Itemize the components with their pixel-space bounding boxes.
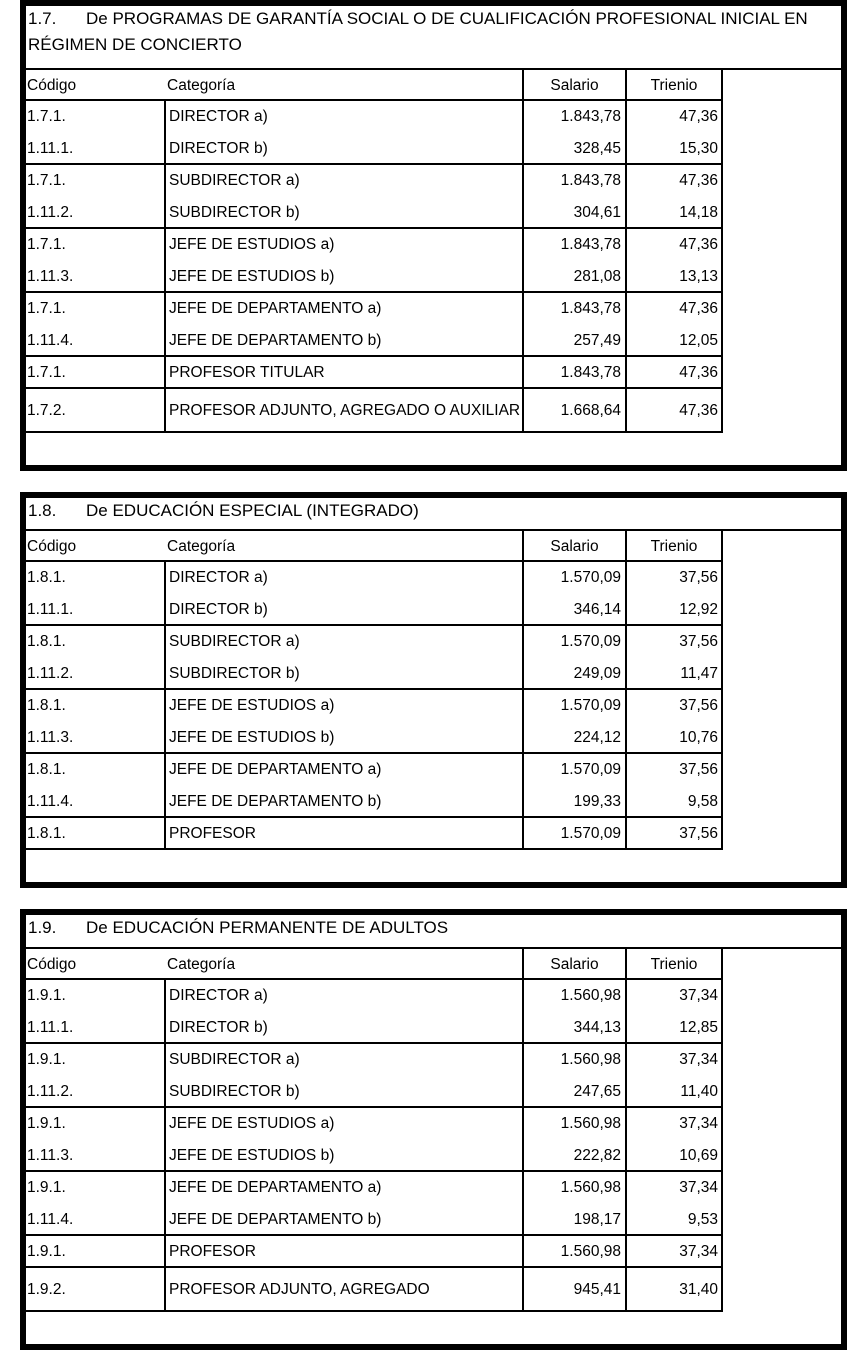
row-triennium: 10,69: [625, 1140, 723, 1172]
row-salary: 1.560,98: [522, 1172, 625, 1204]
row-code: 1.8.1.: [27, 761, 66, 778]
row-code: 1.11.3.: [27, 268, 74, 285]
row-triennium: 14,18: [625, 197, 723, 229]
row-category: PROFESOR: [164, 818, 522, 850]
section-1-8: [20, 492, 847, 888]
row-code: 1.9.2.: [27, 1281, 66, 1298]
row-code: 1.11.1.: [27, 1019, 74, 1036]
row-salary: 281,08: [522, 261, 625, 293]
row-category: JEFE DE DEPARTAMENTO b): [164, 786, 522, 818]
table-row: [26, 754, 841, 786]
row-triennium: 37,34: [625, 1044, 723, 1076]
table-row: [26, 389, 841, 433]
table-row: [26, 197, 841, 229]
table-row: [26, 690, 841, 722]
row-category: JEFE DE ESTUDIOS b): [164, 722, 522, 754]
row-triennium: 37,56: [625, 626, 723, 658]
row-category: DIRECTOR b): [164, 133, 522, 165]
row-salary: 257,49: [522, 325, 625, 357]
table-row: [26, 357, 841, 389]
row-salary: 1.843,78: [522, 165, 625, 197]
row-triennium: 31,40: [625, 1268, 723, 1312]
row-code: 1.11.4.: [27, 793, 74, 810]
section-heading: De EDUCACIÓN PERMANENTE DE ADULTOS: [86, 918, 449, 937]
row-salary: 1.560,98: [522, 1044, 625, 1076]
row-category: JEFE DE DEPARTAMENTO a): [164, 293, 522, 325]
row-triennium: 37,56: [625, 818, 723, 850]
row-salary: 1.560,98: [522, 1236, 625, 1268]
row-code: 1.11.3.: [27, 729, 74, 746]
header-salary: Salario: [522, 949, 625, 980]
row-salary: 1.560,98: [522, 980, 625, 1012]
table-row: [26, 1076, 841, 1108]
row-code: 1.7.1.: [27, 236, 66, 253]
row-salary: 346,14: [522, 594, 625, 626]
row-category: JEFE DE ESTUDIOS a): [164, 229, 522, 261]
row-triennium: 11,40: [625, 1076, 723, 1108]
row-category: SUBDIRECTOR b): [164, 658, 522, 690]
section-number: 1.7.: [28, 9, 57, 28]
row-code: 1.9.1.: [27, 1115, 66, 1132]
row-code: 1.8.1.: [27, 633, 66, 650]
table-row: [26, 594, 841, 626]
section-title: [26, 915, 841, 949]
table-row: [26, 786, 841, 818]
row-salary: 344,13: [522, 1012, 625, 1044]
row-category: JEFE DE DEPARTAMENTO a): [164, 754, 522, 786]
row-salary: 1.570,09: [522, 754, 625, 786]
header-code: Código: [27, 76, 77, 94]
row-category: SUBDIRECTOR b): [164, 197, 522, 229]
row-code: 1.9.1.: [27, 1051, 66, 1068]
header-category: Categoría: [167, 955, 236, 973]
table-row: [26, 722, 841, 754]
row-category: DIRECTOR a): [164, 562, 522, 594]
row-salary: 1.843,78: [522, 229, 625, 261]
row-triennium: 37,56: [625, 562, 723, 594]
row-code: 1.8.1.: [27, 697, 66, 714]
row-triennium: 15,30: [625, 133, 723, 165]
row-category: SUBDIRECTOR b): [164, 1076, 522, 1108]
table-row: [26, 101, 841, 133]
table-row: [26, 1204, 841, 1236]
row-triennium: 11,47: [625, 658, 723, 690]
row-category: DIRECTOR b): [164, 594, 522, 626]
row-triennium: 37,34: [625, 1172, 723, 1204]
table-row: [26, 133, 841, 165]
section-1-9: [20, 909, 847, 1350]
table-header: [26, 949, 841, 980]
table-row: [26, 658, 841, 690]
row-salary: 1.560,98: [522, 1108, 625, 1140]
section-1-7: [20, 0, 847, 471]
table-row: [26, 1236, 841, 1268]
section-footer-space: [26, 433, 841, 465]
table-row: [26, 1012, 841, 1044]
table-row: [26, 1108, 841, 1140]
row-salary: 199,33: [522, 786, 625, 818]
section-heading: De EDUCACIÓN ESPECIAL (INTEGRADO): [86, 501, 419, 520]
row-code: 1.7.2.: [27, 402, 66, 419]
table-row: [26, 818, 841, 850]
section-title: [26, 498, 841, 531]
row-code: 1.7.1.: [27, 300, 66, 317]
row-code: 1.7.1.: [27, 108, 66, 125]
section-footer-space: [26, 850, 841, 882]
row-code: 1.11.2.: [27, 204, 74, 221]
row-triennium: 37,56: [625, 754, 723, 786]
row-code: 1.8.1.: [27, 825, 66, 842]
row-category: DIRECTOR b): [164, 1012, 522, 1044]
row-code: 1.9.1.: [27, 1243, 66, 1260]
row-category: PROFESOR ADJUNTO, AGREGADO: [164, 1268, 522, 1312]
row-triennium: 9,53: [625, 1204, 723, 1236]
table-row: [26, 562, 841, 594]
section-number: 1.8.: [28, 501, 57, 520]
group-divider: [26, 431, 723, 433]
row-code: 1.11.3.: [27, 1147, 74, 1164]
row-salary: 249,09: [522, 658, 625, 690]
row-salary: 945,41: [522, 1268, 625, 1312]
table-row: [26, 293, 841, 325]
row-triennium: 37,34: [625, 980, 723, 1012]
row-category: JEFE DE ESTUDIOS b): [164, 261, 522, 293]
table-row: [26, 165, 841, 197]
row-triennium: 47,36: [625, 101, 723, 133]
row-salary: 224,12: [522, 722, 625, 754]
row-salary: 1.843,78: [522, 357, 625, 389]
row-category: PROFESOR ADJUNTO, AGREGADO O AUXILIAR: [164, 389, 522, 433]
row-category: DIRECTOR a): [164, 101, 522, 133]
table-header: [26, 70, 841, 101]
row-triennium: 13,13: [625, 261, 723, 293]
row-category: SUBDIRECTOR a): [164, 626, 522, 658]
header-salary: Salario: [522, 531, 625, 562]
row-salary: 328,45: [522, 133, 625, 165]
row-salary: 1.570,09: [522, 818, 625, 850]
row-category: PROFESOR TITULAR: [164, 357, 522, 389]
section-footer-space: [26, 1312, 841, 1344]
row-triennium: 37,34: [625, 1236, 723, 1268]
row-code: 1.11.2.: [27, 1083, 74, 1100]
header-code: Código: [27, 955, 77, 973]
row-salary: 304,61: [522, 197, 625, 229]
table-row: [26, 1044, 841, 1076]
header-salary: Salario: [522, 70, 625, 101]
row-code: 1.9.1.: [27, 987, 66, 1004]
row-code: 1.11.1.: [27, 140, 74, 157]
row-category: PROFESOR: [164, 1236, 522, 1268]
section-title: [26, 6, 841, 70]
row-salary: 1.570,09: [522, 626, 625, 658]
row-triennium: 12,92: [625, 594, 723, 626]
row-code: 1.11.4.: [27, 332, 74, 349]
row-category: JEFE DE DEPARTAMENTO b): [164, 325, 522, 357]
row-category: SUBDIRECTOR a): [164, 1044, 522, 1076]
row-triennium: 37,34: [625, 1108, 723, 1140]
row-triennium: 47,36: [625, 165, 723, 197]
header-code: Código: [27, 537, 77, 555]
header-triennium: Trienio: [625, 531, 723, 562]
row-category: DIRECTOR a): [164, 980, 522, 1012]
row-category: JEFE DE DEPARTAMENTO a): [164, 1172, 522, 1204]
row-code: 1.11.2.: [27, 665, 74, 682]
header-category: Categoría: [167, 537, 236, 555]
table-row: [26, 626, 841, 658]
row-category: JEFE DE ESTUDIOS a): [164, 690, 522, 722]
row-triennium: 12,05: [625, 325, 723, 357]
row-salary: 1.570,09: [522, 690, 625, 722]
table-row: [26, 325, 841, 357]
row-salary: 1.843,78: [522, 101, 625, 133]
header-triennium: Trienio: [625, 949, 723, 980]
table-row: [26, 980, 841, 1012]
table-row: [26, 229, 841, 261]
table-row: [26, 1268, 841, 1312]
row-triennium: 47,36: [625, 229, 723, 261]
row-triennium: 12,85: [625, 1012, 723, 1044]
row-code: 1.7.1.: [27, 364, 66, 381]
row-salary: 222,82: [522, 1140, 625, 1172]
row-salary: 1.668,64: [522, 389, 625, 433]
row-category: JEFE DE ESTUDIOS a): [164, 1108, 522, 1140]
row-category: JEFE DE ESTUDIOS b): [164, 1140, 522, 1172]
row-code: 1.11.4.: [27, 1211, 74, 1228]
row-code: 1.8.1.: [27, 569, 66, 586]
row-triennium: 37,56: [625, 690, 723, 722]
row-code: 1.7.1.: [27, 172, 66, 189]
header-triennium: Trienio: [625, 70, 723, 101]
row-code: 1.9.1.: [27, 1179, 66, 1196]
section-heading: De PROGRAMAS DE GARANTÍA SOCIAL O DE CUALIFICACIÓN PROFESIONAL INICIAL EN RÉGIMEN DE CONCIERTO: [28, 9, 808, 54]
table-row: [26, 1172, 841, 1204]
row-triennium: 47,36: [625, 293, 723, 325]
row-triennium: 10,76: [625, 722, 723, 754]
table-row: [26, 261, 841, 293]
row-salary: 1.843,78: [522, 293, 625, 325]
table-header: [26, 531, 841, 562]
table-row: [26, 1140, 841, 1172]
row-category: JEFE DE DEPARTAMENTO b): [164, 1204, 522, 1236]
row-code: 1.11.1.: [27, 601, 74, 618]
row-triennium: 47,36: [625, 357, 723, 389]
row-category: SUBDIRECTOR a): [164, 165, 522, 197]
row-salary: 247,65: [522, 1076, 625, 1108]
group-divider: [26, 1310, 723, 1312]
row-salary: 198,17: [522, 1204, 625, 1236]
group-divider: [26, 848, 723, 850]
header-category: Categoría: [167, 76, 236, 94]
row-triennium: 47,36: [625, 389, 723, 433]
section-number: 1.9.: [28, 918, 57, 937]
row-salary: 1.570,09: [522, 562, 625, 594]
row-triennium: 9,58: [625, 786, 723, 818]
